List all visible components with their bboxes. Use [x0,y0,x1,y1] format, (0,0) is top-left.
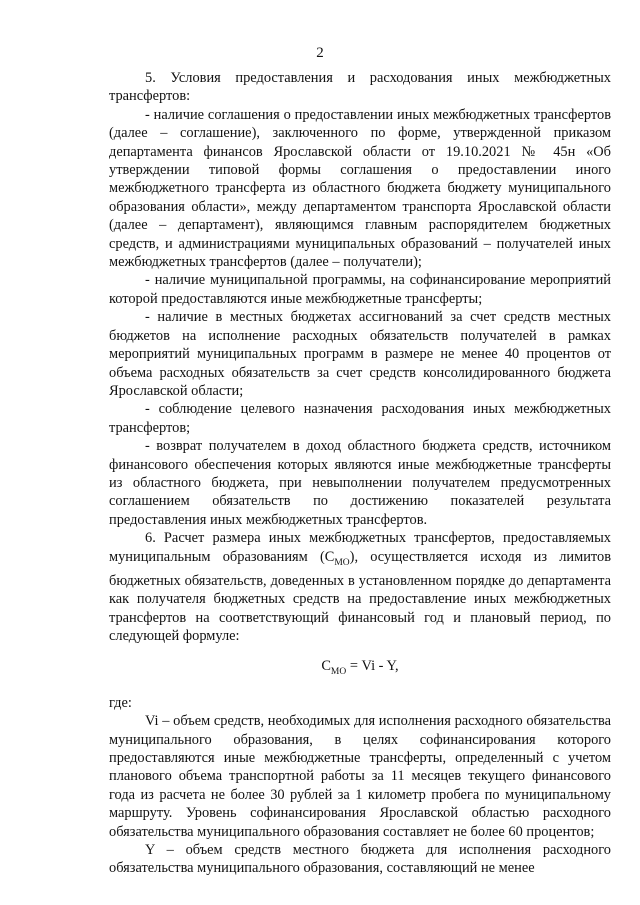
condition-target-use: - соблюдение целевого назначения расходования иных межбюджетных трансфертов; [109,401,611,436]
formula-mo: МО [330,667,347,678]
p6-text-before: 6. Расчет размера иных межбюджетных трансфертов, предоставляемых муниципальным образованиям ( [109,530,611,565]
paragraph-6 [109,529,611,645]
formula-c: С [321,658,331,675]
definition-vi: Vi – объем средств, необходимых для исполнения расходного обязательства муниципального образования, в целях софинансирования которого предоставляются иные межбюджетные трансферты, определенный с учетом планового объема транспортной работы за 11 месяцев текущего финансового года из расчета не более 30 рублей за 1 километр пробега по муниципальному маршруту. Уровень софинансирования Ярославской областью расходного обязательства муниципального образования составляет не более 60 процентов; [109,713,611,840]
condition-program: - наличие муниципальной программы, на софинансирование мероприятий которой предоставляются иные межбюджетные трансферты; [109,272,611,307]
document-body [109,69,611,878]
formula-rhs: = Vi - Y, [346,658,399,675]
condition-agreement: - наличие соглашения о предоставлении иных межбюджетных трансфертов (далее – соглашение), заключенного по форме, утвержденной приказом департамента финансов Ярославской области от 19.10.2021 № 45н «Об утверждении типовой формы соглашения о предоставлении иного межбюджетного трансферта из областного бюджета бюджету муниципального образования области», между департаментом транспорта Ярославской области (далее – департамент), являющимся главным распорядителем бюджетных средств, и администрациями муниципальных образований – получателей иных межбюджетных трансфертов (далее – получатели); [109,106,611,271]
formula [109,657,611,681]
page-number: 2 [316,45,324,61]
where-label: где: [109,694,132,711]
p6-text-after: ), осуществляется исходя из лимитов бюджетных обязательств, доведенных в установленном порядке до департамента как получателя бюджетных средств на предоставление иных межбюджетных трансфертов на соответствующий финансовый год и плановый период, по следующей формуле: [109,548,611,645]
definition-y: Y – объем средств местного бюджета для исполнения расходного обязательства муниципального образования, составляющий не менее [109,842,611,877]
condition-refund: - возврат получателем в доход областного бюджета средств, источником финансового обеспечения которых являются иные межбюджетные трансферты из областного бюджета, при невыполнении получателем предусмотренных соглашением обязательств по достижению показателей результата предоставления иных межбюджетных трансфертов. [109,438,611,528]
paragraph-5-heading: 5. Условия предоставления и расходования иных межбюджетных трансфертов: [109,70,611,105]
cmo-symbol: $С_{МО}$ [324,548,350,568]
condition-local-budget: - наличие в местных бюджетах ассигнований за счет средств местных бюджетов на исполнение расходных обязательств получателей в рамках мероприятий муниципальных программ в размере не менее 40 процентов от объема расходных обязательств за счет средств консолидированного бюджета Ярославской области; [109,309,611,399]
